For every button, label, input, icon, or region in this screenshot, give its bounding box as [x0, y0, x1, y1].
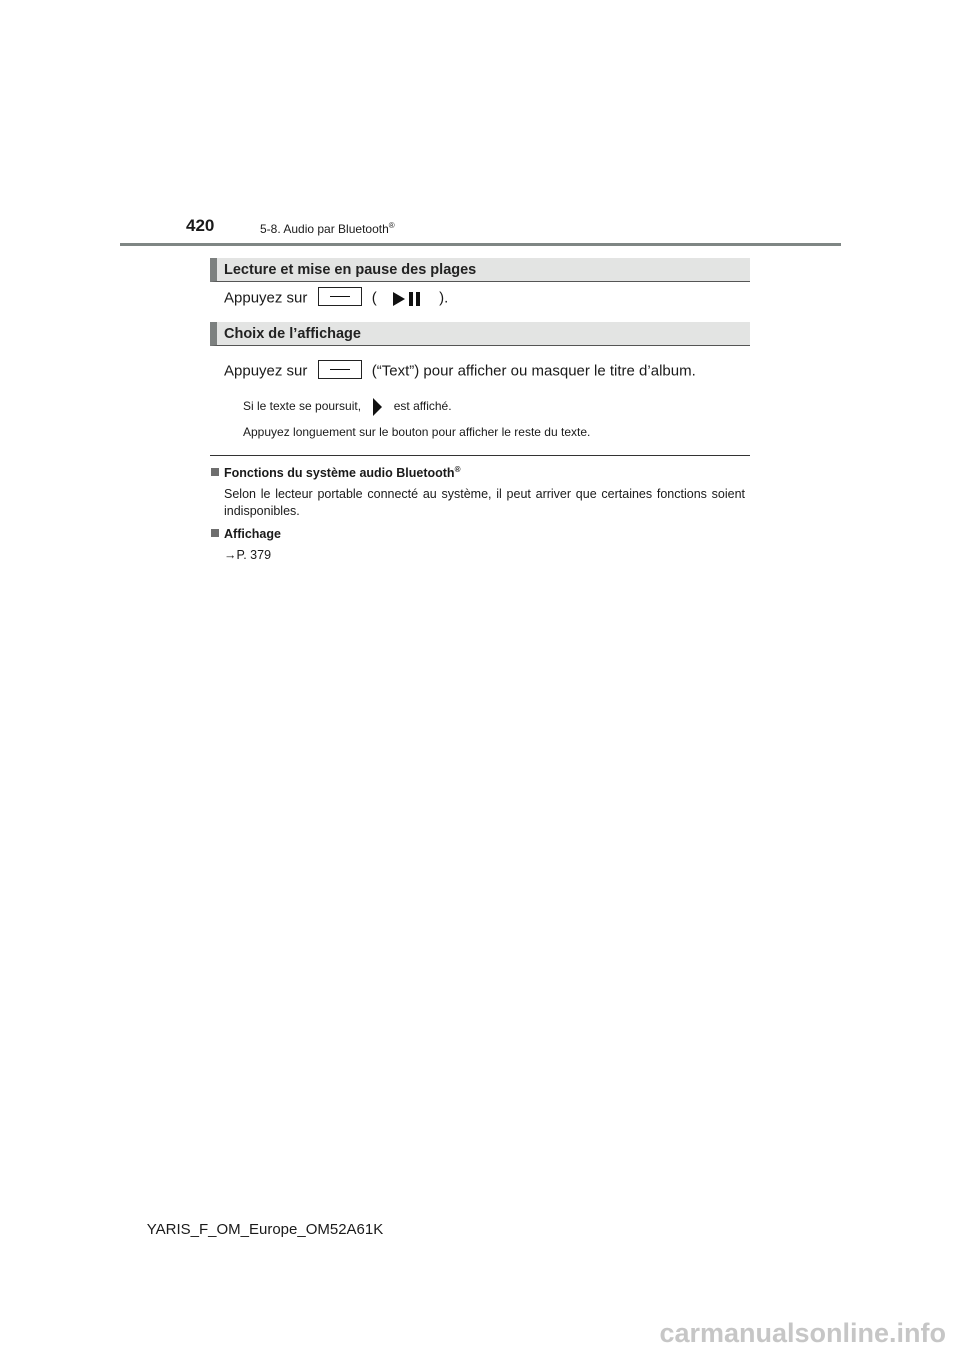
- more-text-arrow-icon: [370, 396, 384, 418]
- chapter-title: [260, 221, 395, 236]
- bullet-title: Fonctions du système audio Bluetooth: [224, 466, 455, 481]
- section-heading-display: [210, 322, 750, 346]
- step-display: [224, 362, 696, 381]
- bullet-heading-bluetooth: [211, 465, 460, 480]
- bullet-title: Affichage: [224, 527, 281, 541]
- note-long-press: Appuyez longuement sur le bouton pour afficher le reste du texte.: [243, 425, 591, 439]
- section-heading-playback: [210, 258, 750, 282]
- bullet-heading-display: [211, 527, 281, 541]
- step-suffix: (“Text”) pour afficher ou masquer le titre d’album.: [371, 362, 696, 380]
- section-heading-text: Choix de l’affichage: [224, 326, 361, 342]
- registered-mark: ®: [388, 221, 395, 230]
- bullet-square-icon: [211, 468, 219, 476]
- step-prefix: Appuyez sur: [224, 362, 308, 380]
- footer-doc-code: [0, 1221, 960, 1238]
- reference-text: P. 379: [236, 548, 272, 562]
- step-prefix: Appuyez sur: [224, 289, 308, 307]
- header-rule: [120, 243, 841, 246]
- section-heading-text: Lecture et mise en pause des plages: [224, 262, 477, 278]
- note-suffix: est affiché.: [393, 399, 452, 414]
- page-reference[interactable]: [224, 548, 271, 562]
- watermark: carmanualsonline.info: [659, 1318, 946, 1348]
- section-divider: [210, 455, 750, 456]
- registered-mark: ®: [454, 465, 461, 474]
- play-pause-icon: [393, 291, 423, 307]
- note-prefix: Si le texte se poursuit,: [243, 399, 362, 414]
- reference-arrow-icon: →: [224, 548, 237, 562]
- chapter-title-text: 5-8. Audio par Bluetooth: [260, 222, 389, 236]
- page-number: 420: [186, 216, 215, 235]
- footer-text: YARIS_F_OM_Europe_OM52A61K: [146, 1221, 384, 1238]
- bullet-square-icon: [211, 529, 219, 537]
- step-close-paren: ).: [439, 289, 449, 307]
- button-key-icon: [318, 287, 362, 306]
- step-open-paren: (: [371, 289, 377, 307]
- bullet-text-bluetooth: Selon le lecteur portable connecté au système, il peut arriver que certaines fonctions soient indisponibles.: [224, 487, 745, 518]
- note-text-continues: [243, 396, 452, 418]
- button-key-icon: [318, 360, 362, 379]
- step-playback: [224, 289, 448, 308]
